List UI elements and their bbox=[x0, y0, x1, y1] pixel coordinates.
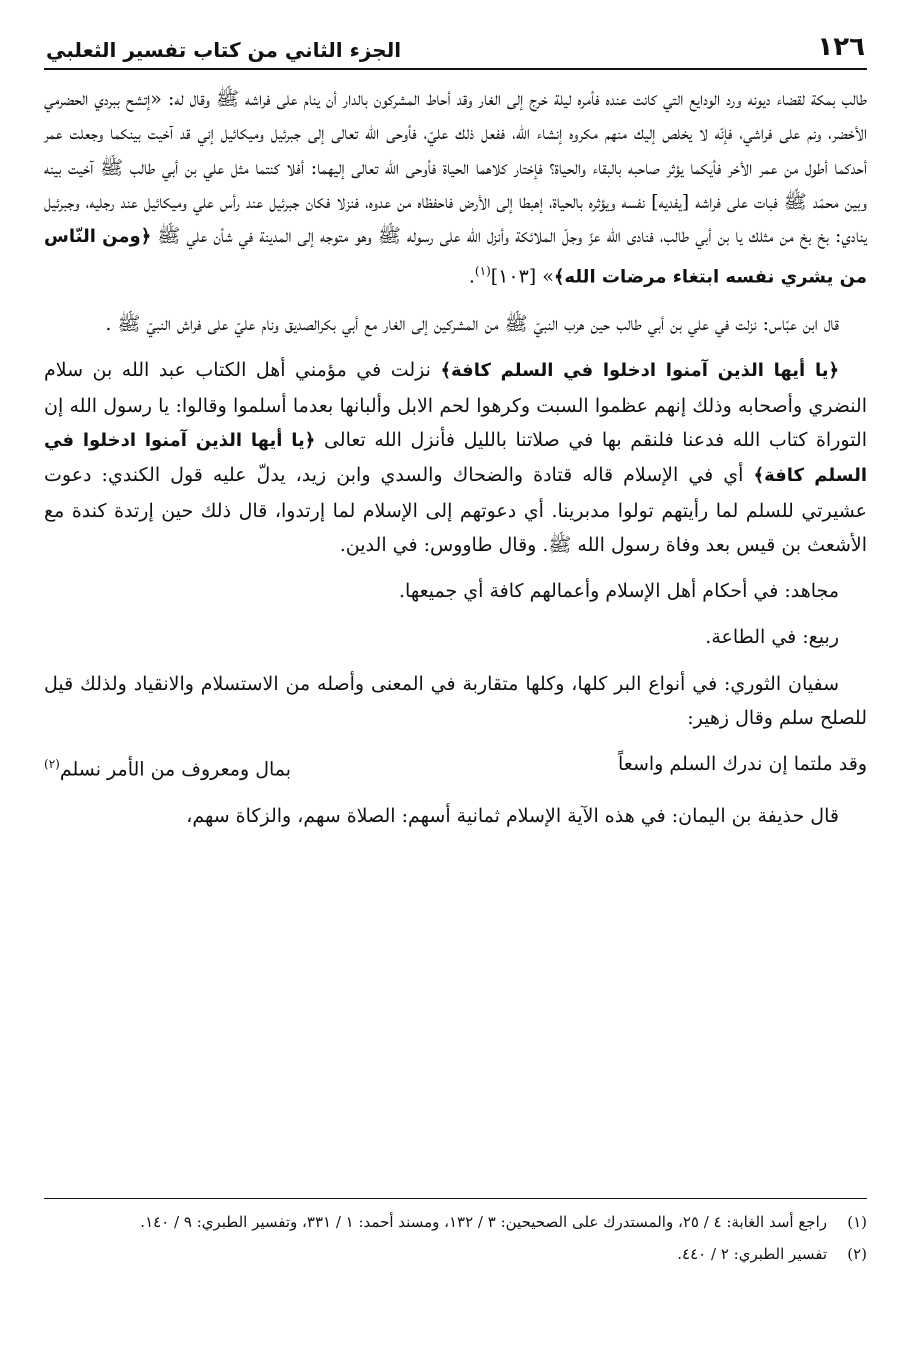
footnote-text: راجع أسد الغابة: ٤ / ٢٥، والمستدرك على الصحيحين: ٣ / ١٣٢، ومسند أحمد: ١ / ٣٣١، وتفسير الطبري: ٩ / ١٤٠. bbox=[140, 1213, 827, 1231]
poem-verse bbox=[44, 747, 867, 786]
poem-second-hemistich: بمال ومعروف من الأمر نسلم bbox=[59, 758, 292, 781]
footnotes bbox=[44, 1198, 867, 1273]
page-body bbox=[44, 82, 867, 833]
paragraph-2: قال ابن عبّاس: نزلت في علي بن أبي طالب حين هرب النبيّ ﷺ من المشركين إلى الغار مع أبي بكرالصديق ونام عليّ على فراش النبيّ ﷺ . bbox=[105, 313, 839, 336]
page-header bbox=[44, 22, 867, 70]
quran-verse: ﴿ومن النّاس من يشري نفسه ابتغاء مرضات الله﴾ bbox=[44, 226, 867, 288]
paragraph-1-text: طالب بمكة لقضاء ديونه ورد الودايع التي كانت عنده فأمره ليلة خرج إلى الغار وقد أحاط المشركون بالدار أن ينام على فراشه ﷺ وقال له: «إتشح ببردي الحضرمي الأخضر، ونم على فراشي، فإنّه لا يخلص إليك منهم مكروه إنشاء الله، ففعل ذلك عليّ، فأوحى الله تعالى إلى جبرئيل وميكائيل إني قد آخيت بينكما وجعلت عمر أحدكما أطول من عمر الأخر فأيكما يؤثر صاحبه بالبقاء والحياة؟ فإختار كلاهما الحياة فأوحى الله تعالى إليهما: أفلا كنتما مثل علي بن أبي طالب ﷺ آخيت بينه وبين محمّد ﷺ فبات على فراشه [يفديه] نفسه ويؤثره بالحياة، إهبطا إلى الأرض فاحفظاه من عدوه، فنزلا فكان جبرئيل عند رأس علي وميكائيل عند رجليه، وجبرئيل ينادي: بخ بخ من مثلك يا بن أبي طالب، فنادى الله عزّ وجلّ الملائكة وأنزل الله على رسوله ﷺ وهو متوجه إلى المدينة في شأن علي ﷺ bbox=[44, 88, 867, 248]
verse-citation: » [١٠٣] bbox=[490, 265, 554, 288]
paragraph-1-end: . bbox=[468, 265, 475, 288]
paragraph-3 bbox=[44, 353, 867, 562]
paragraph-7: قال حذيفة بن اليمان: في هذه الآية الإسلام ثمانية أسهم: الصلاة سهم، والزكاة سهم، bbox=[186, 804, 839, 827]
footnote bbox=[44, 1241, 867, 1267]
footnote bbox=[44, 1209, 867, 1235]
paragraph-6: سفيان الثوري: في أنواع البر كلها، وكلها متقاربة في المعنى وأصله من الاستسلام والانقياد ولذلك قيل للصلح سلم وقال زهير: bbox=[44, 672, 867, 730]
running-title: الجزء الثاني من كتاب تفسير الثعلبي bbox=[46, 38, 402, 62]
poem-second-hemistich-wrap bbox=[44, 747, 291, 786]
poem-first-hemistich: وقد ملتما إن ندرك السلم واسعاً bbox=[617, 753, 867, 776]
page-number: ١٢٦ bbox=[817, 32, 865, 62]
paragraph-3-text-continued: أي في الإسلام قاله قتادة والضحاك والسدي وابن زيد، يدلّ عليه قول الكندي: دعوت عشيرتي للسلم لما رأيتهم تولوا مدبرينا. أي دعوتهم إلى الإسلام لما إرتدوا، قال ذلك حين إرتدة كندة مع الأشعث بن قيس بعد وفاة رسول الله ﷺ. وقال طاووس: في الدين. bbox=[44, 464, 867, 556]
footnote-ref-1: (١) bbox=[474, 264, 491, 279]
footnote-number: (٢) bbox=[847, 1245, 867, 1263]
footnote-text: تفسير الطبري: ٢ / ٤٤٠. bbox=[677, 1245, 827, 1263]
footnote-ref-2: (٢) bbox=[44, 757, 60, 772]
paragraph-1 bbox=[44, 82, 867, 295]
paragraph-3-text: نزلت في مؤمني أهل الكتاب عبد الله بن سلام النضري وأصحابه وذلك إنهم عظموا السبت وكرهوا لحم الابل وألبانها بعدما أسلموا وقالوا: يا رسول الله إن التوراة كتاب الله فدعنا فلنقم بها في صلاتنا بالليل فأنزل الله تعالى bbox=[44, 359, 867, 451]
quran-verse: ﴿يا أيها الذين آمنوا ادخلوا في السلم كافة﴾ bbox=[44, 430, 868, 487]
paragraph-4: مجاهد: في أحكام أهل الإسلام وأعمالهم كافة أي جميعها. bbox=[399, 580, 839, 603]
footnote-number: (١) bbox=[847, 1213, 867, 1231]
paragraph-5: ربيع: في الطاعة. bbox=[705, 626, 839, 649]
quran-verse: ﴿يا أيها الذين آمنوا ادخلوا في السلم كافة﴾ bbox=[440, 360, 840, 382]
